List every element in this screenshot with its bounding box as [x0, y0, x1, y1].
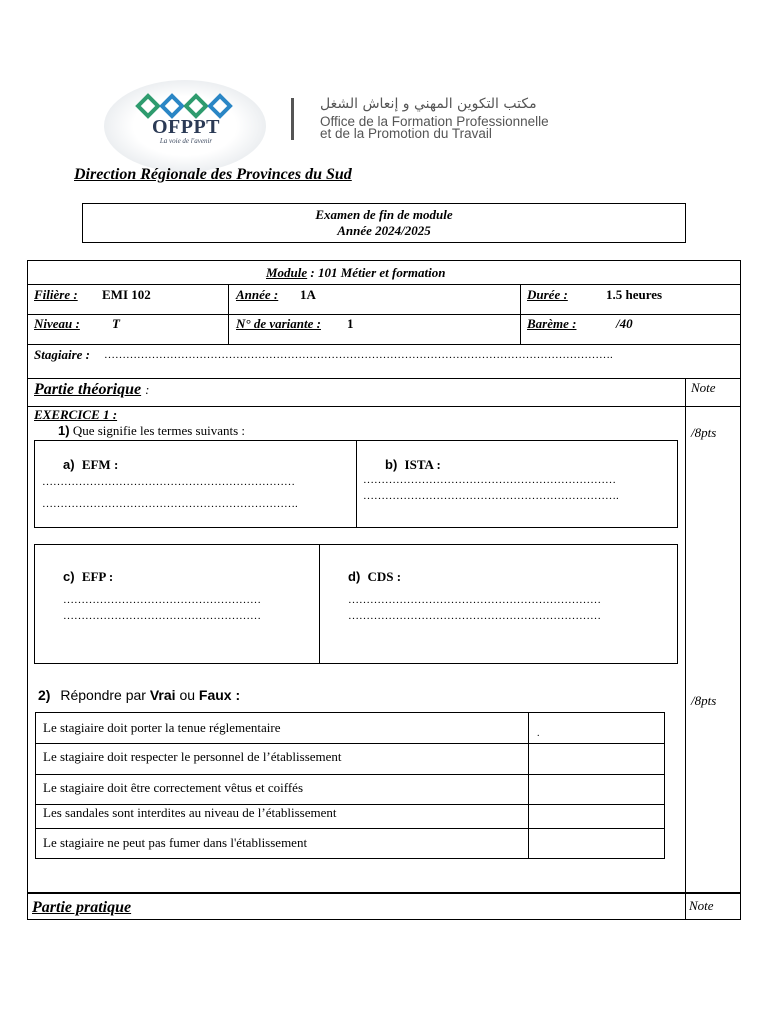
question-2 [38, 687, 240, 703]
annee-label: Année : [236, 287, 279, 302]
q2-text: Répondre par [60, 687, 146, 703]
term-b-label: ISTA : [404, 457, 441, 472]
statement-text: Le stagiaire doit respecter le personnel de l’établissement [43, 749, 342, 764]
variante-label: N° de variante : [236, 316, 321, 331]
term-c-answer-line2[interactable]: ……………………………………………… [63, 610, 261, 622]
duree-value: 1.5 heures [606, 287, 663, 302]
term-d-label: CDS : [367, 569, 402, 584]
practice-note-label: Note [689, 898, 714, 913]
term-b-letter: b) [385, 457, 398, 472]
term-a-answer-line1[interactable]: …………………………………………………………… [42, 476, 295, 488]
q1-number: 1) [58, 423, 70, 438]
bareme-value: /40 [616, 316, 633, 331]
stagiaire-field[interactable]: …………………………………………………………………………………………………………………………. [104, 349, 613, 361]
q2-points: /8pts [691, 693, 717, 708]
stagiaire-label: Stagiaire : [34, 347, 90, 362]
filiere-value: EMI 102 [102, 287, 151, 302]
term-a-label: EFM : [81, 457, 119, 472]
note-column-divider [685, 378, 686, 920]
logo-tagline: La voie de l'avenir [159, 137, 213, 145]
term-c-letter: c) [63, 569, 75, 584]
answer-cell-3[interactable] [529, 776, 664, 805]
answer-cell-2[interactable] [529, 745, 664, 775]
exam-title: Examen de fin de module [315, 207, 453, 222]
module-label: Module [266, 265, 308, 280]
answer-mark: . [537, 728, 540, 739]
table-divider [228, 284, 229, 344]
table-divider [27, 406, 741, 407]
term-c-label: EFP : [81, 569, 114, 584]
header-separator [291, 98, 294, 140]
filiere-label: Filière : [34, 287, 78, 302]
statement-text: Le stagiaire ne peut pas fumer dans l'établissement [43, 835, 308, 850]
exam-year: Année 2024/2025 [337, 223, 431, 238]
variante-value: 1 [347, 316, 354, 331]
term-d-answer-line2[interactable]: …………………………………………………………… [348, 610, 601, 622]
term-d-answer-line1[interactable]: …………………………………………………………… [348, 594, 601, 606]
term-b-answer-line1[interactable]: …………………………………………………………… [363, 474, 616, 486]
niveau-value: T [112, 316, 120, 331]
question-1 [58, 423, 245, 439]
term-a-answer-line2[interactable]: ……………………………………………………………. [42, 498, 298, 510]
term-a-letter: a) [63, 457, 75, 472]
answer-cell-5[interactable] [529, 830, 664, 859]
statement-text: Le stagiaire doit porter la tenue réglementaire [43, 720, 281, 735]
q1-text: Que signifie les termes suivants : [72, 423, 246, 438]
answer-cell-1[interactable] [529, 713, 664, 744]
table-divider [520, 284, 521, 344]
table-divider [27, 314, 741, 315]
practice-title: Partie pratique [32, 899, 132, 916]
answer-cell-4[interactable] [529, 806, 664, 829]
theory-colon: : [145, 382, 150, 397]
term-c-answer-line1[interactable]: ……………………………………………… [63, 594, 261, 606]
q1-points: /8pts [691, 425, 717, 440]
org-name-line2: et de la Promotion du Travail [320, 126, 492, 141]
niveau-label: Niveau : [34, 316, 80, 331]
bareme-label: Barème : [527, 316, 577, 331]
section-divider [27, 892, 741, 894]
terms-box-divider [319, 544, 320, 664]
table-divider [27, 344, 741, 345]
terms-box-divider [356, 440, 357, 528]
org-name-arabic: مكتب التكوين المهني و إنعاش الشغل [320, 96, 537, 112]
term-b-answer-line2[interactable]: ……………………………………………………………. [363, 490, 619, 502]
exam-header-box [82, 203, 686, 243]
statement-text: Les sandales sont interdites au niveau de l’établissement [43, 805, 337, 820]
q2-faux: Faux : [198, 687, 241, 703]
direction-title: Direction Régionale des Provinces du Sud [74, 166, 352, 183]
q2-vrai: Vrai [149, 687, 176, 703]
q2-number: 2) [38, 687, 51, 703]
term-d [348, 569, 401, 585]
term-a [63, 457, 118, 473]
theory-section-title [34, 381, 149, 399]
module-value: : 101 Métier et formation [310, 265, 446, 280]
annee-value: 1A [300, 287, 316, 302]
logo-text: OFPPT [151, 116, 221, 138]
theory-title: Partie théorique [34, 381, 142, 398]
term-c [63, 569, 113, 585]
term-d-letter: d) [348, 569, 361, 584]
theory-note-label: Note [691, 380, 716, 395]
org-name-line1: Office de la Formation Professionnelle [320, 114, 549, 129]
statement-text: Le stagiaire doit être correctement vêtus et coiffés [43, 780, 303, 795]
exercise-title: EXERCICE 1 : [34, 407, 118, 422]
table-divider [27, 284, 741, 285]
module-row [266, 265, 445, 281]
duree-label: Durée : [527, 287, 568, 302]
table-divider [27, 378, 741, 379]
q2-ou: ou [179, 687, 196, 703]
term-b [385, 457, 441, 473]
